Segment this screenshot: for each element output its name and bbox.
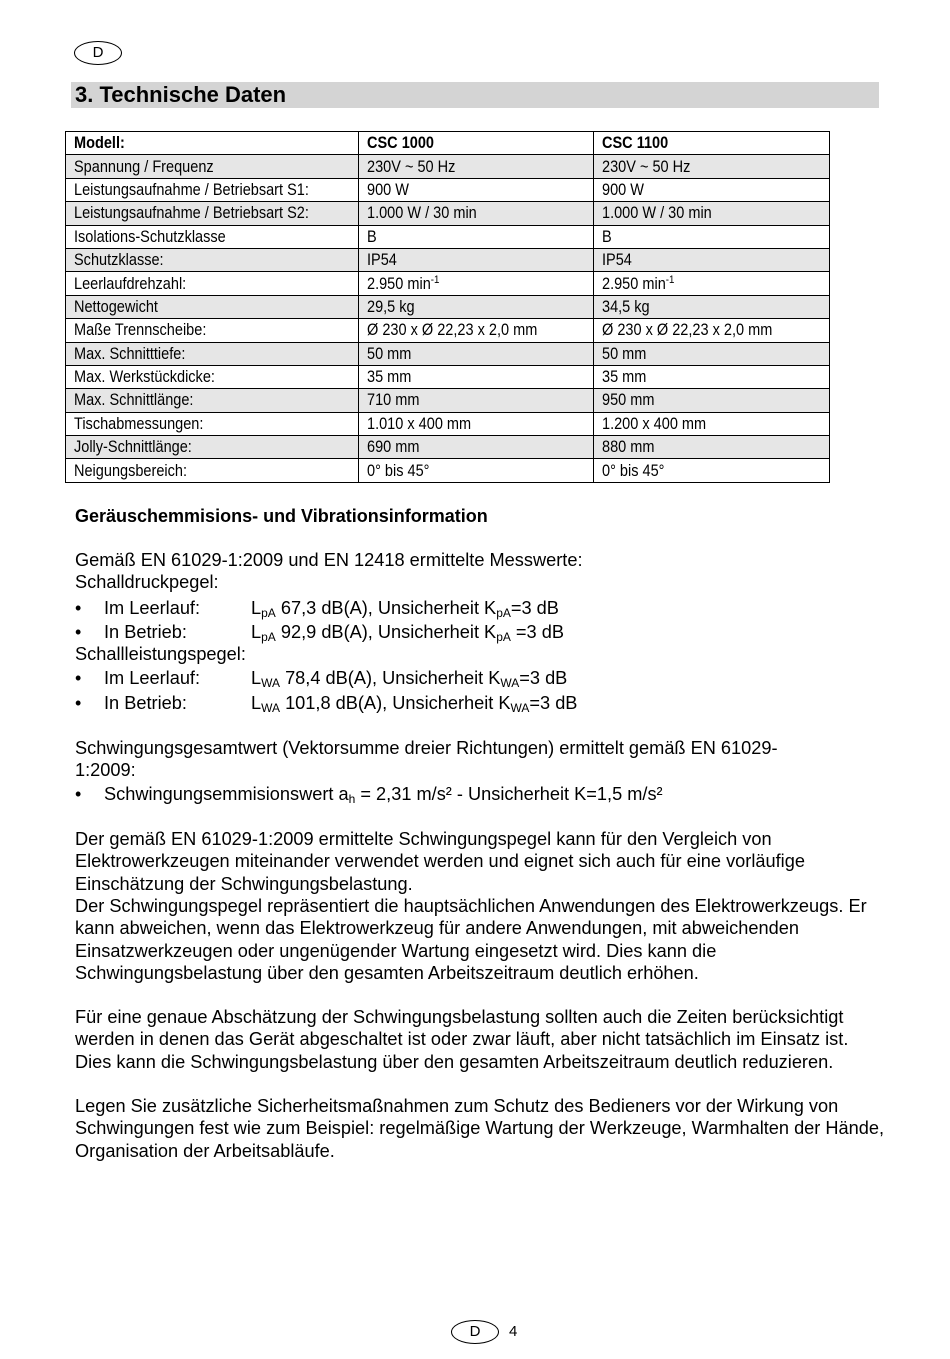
bullet-label: In Betrieb:	[104, 622, 187, 642]
column-header: CSC 1100	[594, 132, 830, 155]
section-header	[71, 82, 879, 108]
bullet-icon: •	[75, 622, 82, 642]
table-cell: 35 mm	[359, 365, 594, 388]
table-cell: Leistungsaufnahme / Betriebsart S1:	[66, 178, 359, 201]
table-cell: Leerlaufdrehzahl:	[66, 272, 359, 295]
language-badge: D	[74, 41, 122, 65]
table-cell: Ø 230 x Ø 22,23 x 2,0 mm	[359, 319, 594, 342]
table-cell: Neigungsbereich:	[66, 459, 359, 482]
table-cell: Isolations-Schutzklasse	[66, 225, 359, 248]
vibration-text: Schwingungsgesamtwert (Vektorsumme dreier Richtungen) ermittelt gemäß EN 61029-	[75, 738, 778, 758]
bullet-label: Im Leerlauf:	[104, 668, 201, 688]
table-row	[66, 272, 830, 295]
table-row	[66, 436, 830, 459]
bullet-label: In Betrieb:	[104, 693, 187, 713]
table-cell: Jolly-Schnittlänge:	[66, 436, 359, 459]
body-paragraph: Für eine genaue Abschätzung der Schwingungsbelastung sollten auch die Zeiten berücksichtigt werden in denen das Gerät abgeschaltet ist oder zwar läuft, aber nicht tatsächlich im Einsatz ist. Dies kann die Schwingungsbelastung über den gesamten Arbeitszeitraum deutlich reduzieren.	[75, 1007, 849, 1072]
table-cell: 29,5 kg	[359, 295, 594, 318]
table-cell: IP54	[359, 248, 594, 271]
table-cell: 1.000 W / 30 min	[359, 202, 594, 225]
bullet-value: $L_{WA}$ 78,4 dB(A), Unsicherheit $K_{WA}=3$ dB	[251, 668, 568, 690]
table-cell: Max. Werkstückdicke:	[66, 365, 359, 388]
body-paragraph: Der Schwingungspegel repräsentiert die hauptsächlichen Anwendungen des Elektrowerkzeugs. Er kann abweichen, wenn das Elektrowerkzeug für andere Anwendungen, mit abweichenden Einsatzwerkzeugen oder ungenügender Wartung eingesetzt wird. Dies kann die Schwingungsbelastung über den gesamten Arbeitszeitraum deutlich erhöhen.	[75, 896, 867, 983]
bullet-value: $L_{WA}$ 101,8 dB(A), Unsicherheit $K_{WA}=3$ dB	[251, 693, 578, 715]
vibration-bullet: Schwingungsemmisionswert $a_h = 2,31$ m/s² - Unsicherheit K=1,5 m/s²	[104, 784, 663, 806]
table-cell: 880 mm	[594, 436, 830, 459]
table-cell: 1.010 x 400 mm	[359, 412, 594, 435]
footer-language-badge: D	[451, 1320, 499, 1344]
table-cell: Schutzklasse:	[66, 248, 359, 271]
table-row	[66, 225, 830, 248]
table-cell: 0° bis 45°	[594, 459, 830, 482]
table-row	[66, 412, 830, 435]
table-cell: 0° bis 45°	[359, 459, 594, 482]
table-cell: 34,5 kg	[594, 295, 830, 318]
table-cell: Ø 230 x Ø 22,23 x 2,0 mm	[594, 319, 830, 342]
table-row	[66, 342, 830, 365]
table-cell: Leistungsaufnahme / Betriebsart S2:	[66, 202, 359, 225]
table-row	[66, 202, 830, 225]
bullet-value: $L_{pA}$ 92,9 dB(A), Unsicherheit $K_{pA} =3$ dB	[251, 622, 564, 644]
column-header: Modell:	[66, 132, 359, 155]
bullet-icon: •	[75, 668, 82, 688]
bullet-icon: •	[75, 693, 82, 713]
table-cell: 1.200 x 400 mm	[594, 412, 830, 435]
body-paragraph: Der gemäß EN 61029-1:2009 ermittelte Schwingungspegel kann für den Vergleich von Elektrowerkzeugen miteinander verwendet werden und eignet sich auch für eine vorläufige Einschätzung der Schwingungsbelastung.	[75, 829, 805, 894]
noise-vibration-heading: Geräuschemmisions- und Vibrationsinformation	[75, 506, 488, 526]
table-row	[66, 459, 830, 482]
vibration-text: 1:2009:	[75, 760, 136, 780]
sound-pressure-label: Schalldruckpegel:	[75, 572, 219, 592]
table-row	[66, 295, 830, 318]
page-number: 4	[509, 1323, 518, 1340]
bullet-icon: •	[75, 598, 82, 618]
table-cell: 690 mm	[359, 436, 594, 459]
table-cell: 900 W	[594, 178, 830, 201]
table-cell: 35 mm	[594, 365, 830, 388]
bullet-label: Im Leerlauf:	[104, 598, 201, 618]
table-cell: 50 mm	[359, 342, 594, 365]
table-row	[66, 365, 830, 388]
table-cell: 50 mm	[594, 342, 830, 365]
sound-power-label: Schallleistungspegel:	[75, 644, 246, 664]
table-cell: Max. Schnittlänge:	[66, 389, 359, 412]
table-cell: Maße Trennscheibe:	[66, 319, 359, 342]
table-row	[66, 319, 830, 342]
table-cell: 950 mm	[594, 389, 830, 412]
body-paragraph: Legen Sie zusätzliche Sicherheitsmaßnahmen zum Schutz des Bedieners vor der Wirkung von Schwingungen fest wie zum Beispiel: regelmäßige Wartung der Werkzeuge, Warmhalten der Hände, Organisation der Arbeitsabläufe.	[75, 1096, 885, 1161]
table-row	[66, 155, 830, 178]
table-cell: Tischabmessungen:	[66, 412, 359, 435]
table-cell: 710 mm	[359, 389, 594, 412]
table-cell: B	[359, 225, 594, 248]
table-row	[66, 389, 830, 412]
table-row	[66, 178, 830, 201]
table-cell: IP54	[594, 248, 830, 271]
bullet-value: $L_{pA}$ 67,3 dB(A), Unsicherheit $K_{pA}=3$ dB	[251, 598, 559, 620]
table-cell: 2.950 $\min^{-1}$	[359, 272, 594, 295]
measurement-intro: Gemäß EN 61029-1:2009 und EN 12418 ermittelte Messwerte:	[75, 550, 583, 570]
column-header: CSC 1000	[359, 132, 594, 155]
table-cell: Spannung / Frequenz	[66, 155, 359, 178]
table-cell: 1.000 W / 30 min	[594, 202, 830, 225]
table-cell: B	[594, 225, 830, 248]
specs-table	[65, 131, 830, 483]
table-cell: Max. Schnitttiefe:	[66, 342, 359, 365]
section-title: 3. Technische Daten	[75, 82, 287, 107]
bullet-icon: •	[75, 784, 82, 804]
table-cell: Nettogewicht	[66, 295, 359, 318]
table-cell: 900 W	[359, 178, 594, 201]
table-header-row	[66, 132, 830, 155]
table-row	[66, 248, 830, 271]
table-cell: 2.950 $\min^{-1}$	[594, 272, 830, 295]
table-cell: 230V ~ 50 Hz	[359, 155, 594, 178]
table-cell: 230V ~ 50 Hz	[594, 155, 830, 178]
